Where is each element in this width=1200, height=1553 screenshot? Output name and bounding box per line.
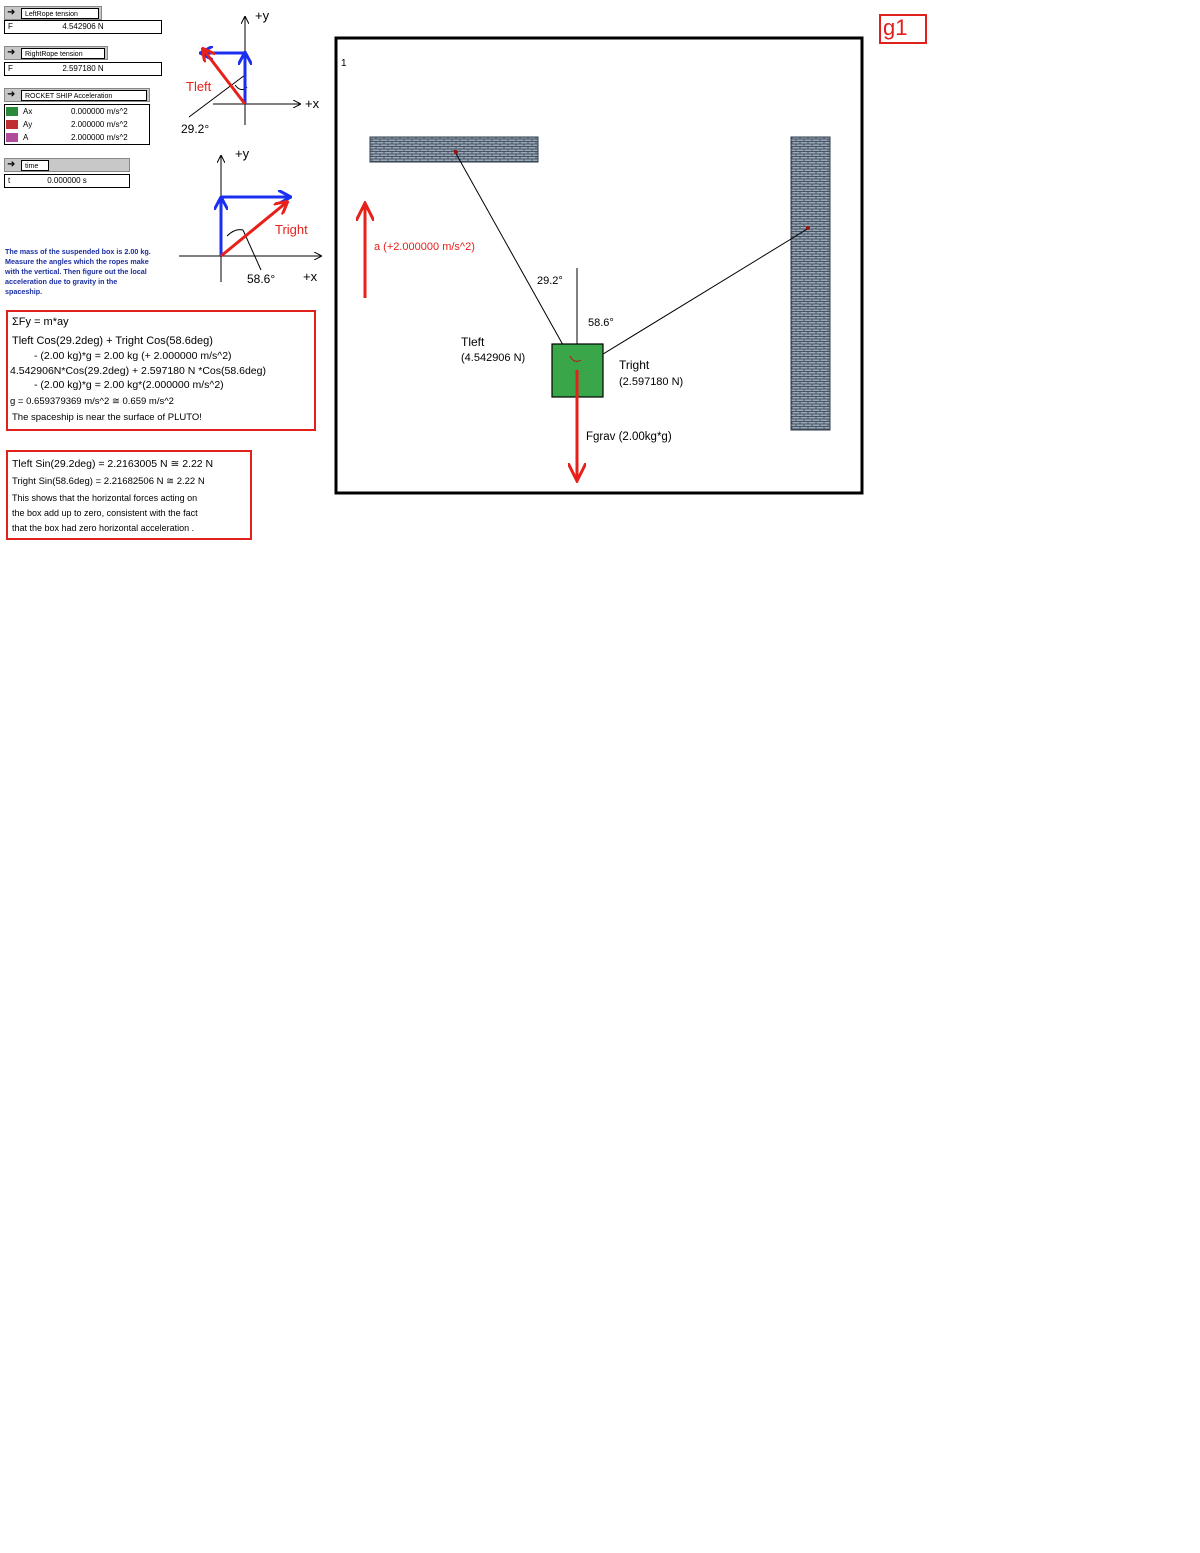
left-tension-meter xyxy=(4,6,162,36)
scene-frame xyxy=(336,38,862,493)
meter-label: F xyxy=(8,64,13,73)
accel-row-a xyxy=(5,131,149,144)
accel-label: Ay xyxy=(23,120,33,129)
equation-line: - (2.00 kg)*g = 2.00 kg (+ 2.000000 m/s^2) xyxy=(34,350,232,362)
accel-value: 2.000000 m/s^2 xyxy=(71,133,128,142)
left-rope-anchor[interactable] xyxy=(454,150,458,154)
meter-title: RightRope tension xyxy=(21,48,105,59)
accel-row-ay xyxy=(5,118,149,131)
tleft-value: (4.542906 N) xyxy=(461,352,526,364)
tleft-vector-arrow xyxy=(203,49,245,104)
meter-label: F xyxy=(8,22,13,31)
right-rope-angle-label: 58.6° xyxy=(588,317,614,329)
meter-header xyxy=(4,158,130,172)
angle-label: 58.6° xyxy=(247,272,276,286)
equation-line: Tleft Cos(29.2deg) + Tright Cos(58.6deg) xyxy=(12,335,213,347)
accel-value: 0.000000 m/s^2 xyxy=(71,107,128,116)
left-rope-angle-label: 29.2° xyxy=(537,275,563,287)
accel-label: A xyxy=(23,133,29,142)
meter-value-row xyxy=(4,174,130,188)
meter-value: 4.542906 N xyxy=(62,22,104,31)
graph-swatch-icon[interactable] xyxy=(6,120,18,129)
graph-swatch-icon[interactable] xyxy=(6,107,18,116)
equation-line: - (2.00 kg)*g = 2.00 kg*(2.000000 m/s^2) xyxy=(34,379,224,391)
x-equations-box xyxy=(6,450,252,540)
meter-title: time xyxy=(21,160,49,171)
meter-label: t xyxy=(8,176,11,185)
simulation-scene[interactable] xyxy=(334,36,866,498)
equation-line: This shows that the horizontal forces acting on xyxy=(12,493,198,503)
meter-title: ROCKET SHIP Acceleration xyxy=(21,90,147,101)
arrow-right-icon[interactable]: ➜ xyxy=(7,47,16,58)
y-equations-box xyxy=(6,310,316,431)
right-brick-wall[interactable] xyxy=(791,137,830,430)
meter-value-row xyxy=(4,20,162,34)
problem-description: The mass of the suspended box is 2.00 kg. Measure the angles which the ropes make with the vertical. Then figure out the local acceleration due to gravity in the spaceship. xyxy=(5,247,151,296)
angle-arc xyxy=(227,230,243,236)
meter-header xyxy=(4,46,108,60)
acceleration-label: a (+2.000000 m/s^2) xyxy=(374,241,475,253)
vector-diagram-right xyxy=(175,142,335,287)
axis-label-x: +x xyxy=(303,269,318,284)
equation-line: 4.542906N*Cos(29.2deg) + 2.597180 N *Cos(58.6deg) xyxy=(10,365,266,377)
accel-row-ax xyxy=(5,105,149,118)
arrow-right-icon[interactable]: ➜ xyxy=(7,159,16,170)
meter-value: 2.597180 N xyxy=(62,64,104,73)
meter-value-row xyxy=(4,62,162,76)
right-rope-anchor[interactable] xyxy=(806,226,810,230)
ship-accel-meter-header xyxy=(4,88,150,104)
arrow-right-icon[interactable]: ➜ xyxy=(7,7,16,18)
meter-title: LeftRope tension xyxy=(21,8,99,19)
equation-line: the box add up to zero, consistent with the fact xyxy=(12,508,198,518)
tright-label: Tright xyxy=(619,358,650,372)
tright-vector-label: Tright xyxy=(275,222,308,237)
meter-value: 0.000000 s xyxy=(47,176,87,185)
axis-label-y: +y xyxy=(235,146,250,161)
graph-window-label[interactable]: g1 xyxy=(879,14,927,44)
equation-line: The spaceship is near the surface of PLUTO! xyxy=(12,412,202,423)
graph-swatch-icon[interactable] xyxy=(6,133,18,142)
tright-value: (2.597180 N) xyxy=(619,376,684,388)
tleft-label: Tleft xyxy=(461,335,485,349)
meter-header xyxy=(4,88,150,102)
axis-label-x: +x xyxy=(305,96,320,111)
gravity-label: Fgrav (2.00kg*g) xyxy=(586,431,672,443)
ceiling-brick-wall[interactable] xyxy=(370,137,538,162)
meter-header xyxy=(4,6,102,20)
vector-diagram-left xyxy=(175,5,335,140)
tleft-vector-label: Tleft xyxy=(186,79,212,94)
accel-label: Ax xyxy=(23,107,33,116)
equation-line: Tright Sin(58.6deg) = 2.21682506 N ≅ 2.22 N xyxy=(12,476,205,487)
ship-accel-meter xyxy=(4,104,150,145)
corner-mark: 1 xyxy=(341,58,347,69)
time-meter xyxy=(4,158,130,190)
arrow-right-icon[interactable]: ➜ xyxy=(7,89,16,100)
equation-line: that the box had zero horizontal acceleration . xyxy=(12,523,195,533)
right-tension-meter xyxy=(4,46,162,78)
accel-value: 2.000000 m/s^2 xyxy=(71,120,128,129)
equation-line: Tleft Sin(29.2deg) = 2.2163005 N ≅ 2.22 N xyxy=(12,458,214,470)
axis-label-y: +y xyxy=(255,8,270,23)
equation-line: g = 0.659379369 m/s^2 ≅ 0.659 m/s^2 xyxy=(10,396,174,407)
angle-label: 29.2° xyxy=(181,122,210,136)
equation-line: ΣFy = m*ay xyxy=(12,316,69,328)
